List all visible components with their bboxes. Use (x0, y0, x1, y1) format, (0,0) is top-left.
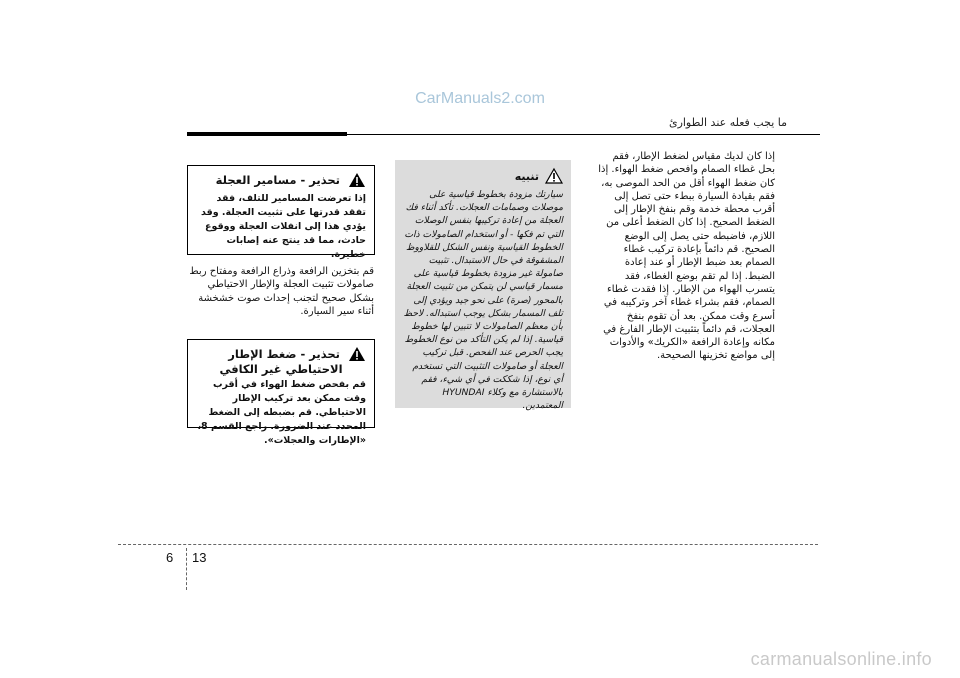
warning-icon (348, 346, 366, 362)
warning-title-line1: تحذير - ضغط الإطار (228, 347, 340, 361)
warning-header (188, 166, 374, 190)
left-column-text (186, 265, 374, 318)
chapter-number: 6 (166, 550, 174, 565)
watermark-bottom: carmanualsonline.info (750, 649, 932, 669)
warning-text: قم بفحص ضغط الهواء في أقرب وقت ممكن بعد تركيب الإطار الاحتياطي. قم بضبطه إلى الضغط المحدد عند الضرورة. راجع القسم 8، «الإطارات والعجلات». (197, 379, 366, 446)
caution-box (395, 160, 571, 412)
page-number-value: 13 (192, 550, 207, 565)
right-column-text (597, 150, 775, 363)
caution-icon (545, 168, 563, 184)
warning-text: إذا تعرضت المسامير للتلف، فقد تفقد قدرتها على تثبيت العجلة. وقد يؤدي هذا إلى انفلات العجلة ووقوع حادث، مما قد ينتج عنه إصابات خطيرة. (201, 193, 366, 260)
warning-body (188, 190, 374, 262)
caution-title: تنبيه (514, 169, 539, 183)
warning-body (188, 376, 374, 448)
header-rule-thin (347, 134, 820, 135)
left-column-paragraph: قم بتخزين الرافعة وذراع الرافعة ومفتاح ربط صامولات تثبيت العجلة والإطار الاحتياطي بشكل صحيح لتجنب إحداث صوت خشخشة أثناء سير السيارة. (189, 266, 374, 317)
warning-title: تحذير - مسامير العجلة (215, 173, 340, 187)
right-column-paragraph: إذا كان لديك مقياس لضغط الإطار، فقم بحل غطاء الصمام وافحص ضغط الهواء. إذا كان ضغط الهواء أقل من الحد الموصى به، فقم بقيادة السيارة ببطء حتى تصل إلى أقرب محطة خدمة وقم بنفخ الإطار إلى الضغط الصحيح. إذا كان الضغط أعلى من اللازم، فاضبطه حتى يصل إلى الوضع الصحيح. قم دائماً بإعادة تركيب غطاء الصمام بعد ضبط الإطار أو عند إعادة الضبط. إذا لم تقم بوضع الغطاء، فقد يتسرب الهواء من الإطار. إذا فقدت غطاء الصمام، فقم بشراء غطاء آخر وتركيبه في أسرع وقت ممكن. بعد أن تقوم بنفخ العجلات، قم دائماً بتثبيت الإطار الفارغ في مكانه وإعادة الرافعة «الكريك» والأدوات إلى مواضع تخزينها الصحيحة. (598, 151, 775, 362)
caution-header (395, 160, 571, 184)
caution-text: سيارتك مزودة بخطوط قياسية على موصلات وصمامات العجلات. تأكد أثناء فك العجلة من إعادة تركيبها بنفس الوصلات التي تم فكها - أو استخدام الصامولات ذات الخطوط القياسية ونفس الشكل للقلاووظ المشقوقة في حال الاستبدال. تثبيت صامولة غير مزودة بخطوط قياسية على مسمار قياسي لن يتمكن من تثبيت العجلة بالمحور (صرة) على نحو جيد ويؤدي إلى تلف المسمار بشكل يوجب استبداله. لاحظ بأن معظم الصامولات لا تتبين لها خطوط قياسية. إذا لم يكن التأكد من نوع الخطوط يجب الحرص عند الفحص. قبل تركيب العجلة أو صامولات التثبيت التي تستخدم أي نوع، إذا شككت في أي شيء، فقم بالاستشارة مع وكلاء HYUNDAI المعتمدين. (403, 189, 563, 412)
section-header: ما يجب فعله عند الطوارئ (668, 116, 787, 129)
header-rule-thick (187, 132, 347, 136)
warning-icon (348, 172, 366, 188)
caution-body (395, 184, 571, 412)
warning-box-spare-pressure (187, 339, 375, 446)
watermark-top: CarManuals2.com (415, 90, 545, 107)
warning-box-wheel-studs (187, 165, 375, 260)
footer-dashed-rule (118, 544, 818, 545)
footer-dashed-divider (186, 548, 187, 590)
warning-title-line2: الاحتياطي غير الكافي (219, 362, 343, 376)
warning-header (188, 340, 374, 362)
